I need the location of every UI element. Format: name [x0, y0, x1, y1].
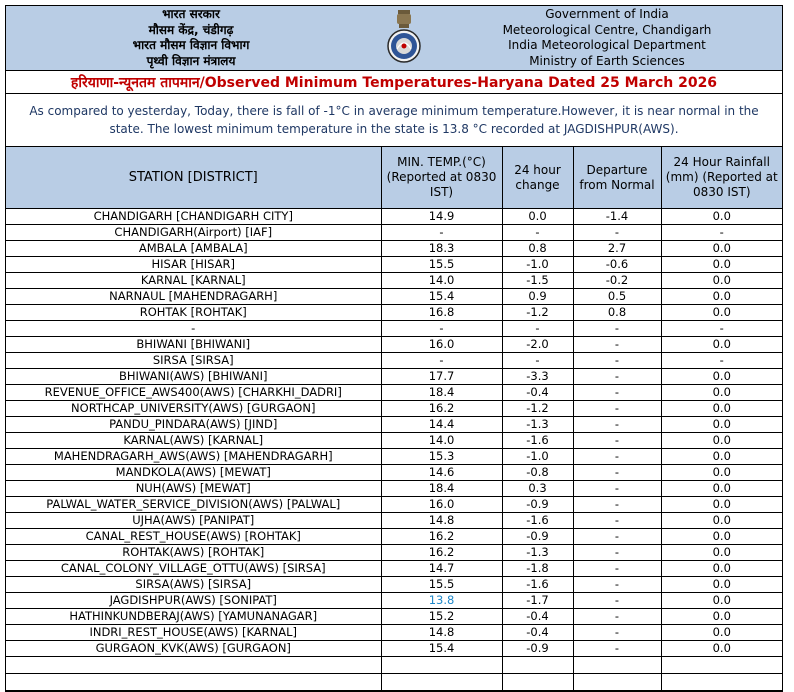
- table-row: [6, 625, 782, 641]
- col-header-station: STATION [DISTRICT]: [6, 147, 381, 209]
- cell-station: MANDKOLA(AWS) [MEWAT]: [6, 465, 381, 481]
- cell-rainfall: 0.0: [661, 257, 782, 273]
- cell-departure: -: [573, 529, 661, 545]
- cell-rainfall: 0.0: [661, 385, 782, 401]
- empty-cell: [661, 657, 782, 674]
- cell-24h-change: 0.0: [502, 209, 573, 225]
- col-header-min-temp: MIN. TEMP.(°C) (Reported at 0830 IST): [381, 147, 502, 209]
- cell-min-temp: 14.8: [381, 513, 502, 529]
- cell-station: INDRI_REST_HOUSE(AWS) [KARNAL]: [6, 625, 381, 641]
- imd-emblem-icon: [384, 9, 424, 67]
- cell-24h-change: -0.4: [502, 625, 573, 641]
- cell-station: CHANDIGARH [CHANDIGARH CITY]: [6, 209, 381, 225]
- empty-cell: [573, 674, 661, 691]
- cell-min-temp: 16.8: [381, 305, 502, 321]
- cell-24h-change: -2.0: [502, 337, 573, 353]
- cell-departure: -: [573, 497, 661, 513]
- cell-rainfall: 0.0: [661, 289, 782, 305]
- cell-departure: -: [573, 369, 661, 385]
- cell-rainfall: 0.0: [661, 529, 782, 545]
- temperature-table: [6, 147, 782, 691]
- cell-departure: -: [573, 577, 661, 593]
- empty-row: [6, 674, 782, 691]
- cell-station: BHIWANI(AWS) [BHIWANI]: [6, 369, 381, 385]
- cell-min-temp: 15.3: [381, 449, 502, 465]
- cell-rainfall: 0.0: [661, 337, 782, 353]
- table-row: [6, 385, 782, 401]
- page-title: हरियाणा-न्यूनतम तापमान/Observed Minimum Temperatures-Haryana Dated 25 March 2026: [70, 74, 718, 91]
- cell-24h-change: -0.4: [502, 609, 573, 625]
- cell-departure: -: [573, 481, 661, 497]
- table-row: [6, 257, 782, 273]
- table-row: [6, 273, 782, 289]
- cell-min-temp: 14.9: [381, 209, 502, 225]
- cell-min-temp: 15.2: [381, 609, 502, 625]
- cell-min-temp: 18.3: [381, 241, 502, 257]
- hindi-header-line: पृथ्वी विज्ञान मंत्रालय: [146, 53, 236, 68]
- cell-station: CHANDIGARH(Airport) [IAF]: [6, 225, 381, 241]
- cell-departure: -: [573, 625, 661, 641]
- table-row: [6, 321, 782, 337]
- cell-departure: -: [573, 337, 661, 353]
- cell-station: JAGDISHPUR(AWS) [SONIPAT]: [6, 593, 381, 609]
- col-header-departure: Departure from Normal: [573, 147, 661, 209]
- cell-station: CANAL_REST_HOUSE(AWS) [ROHTAK]: [6, 529, 381, 545]
- table-row: [6, 209, 782, 225]
- cell-departure: -: [573, 609, 661, 625]
- cell-24h-change: -1.2: [502, 401, 573, 417]
- cell-rainfall: 0.0: [661, 369, 782, 385]
- cell-station: KARNAL(AWS) [KARNAL]: [6, 433, 381, 449]
- cell-departure: -1.4: [573, 209, 661, 225]
- cell-rainfall: 0.0: [661, 449, 782, 465]
- cell-station: NORTHCAP_UNIVERSITY(AWS) [GURGAON]: [6, 401, 381, 417]
- cell-rainfall: 0.0: [661, 641, 782, 657]
- cell-24h-change: -1.0: [502, 449, 573, 465]
- cell-min-temp: 14.0: [381, 273, 502, 289]
- cell-min-temp: 15.4: [381, 289, 502, 305]
- table-header-row: [6, 147, 782, 209]
- cell-rainfall: 0.0: [661, 465, 782, 481]
- cell-departure: -: [573, 417, 661, 433]
- empty-cell: [6, 657, 381, 674]
- table-row: [6, 353, 782, 369]
- cell-min-temp: 13.8: [381, 593, 502, 609]
- summary-box: [6, 94, 782, 147]
- cell-station: GURGAON_KVK(AWS) [GURGAON]: [6, 641, 381, 657]
- cell-station: MAHENDRAGARH_AWS(AWS) [MAHENDRAGARH]: [6, 449, 381, 465]
- cell-rainfall: 0.0: [661, 401, 782, 417]
- table-row: [6, 593, 782, 609]
- hindi-header-line: भारत मौसम विज्ञान विभाग: [132, 38, 250, 52]
- table-row: [6, 561, 782, 577]
- cell-min-temp: 14.8: [381, 625, 502, 641]
- cell-rainfall: 0.0: [661, 305, 782, 321]
- cell-24h-change: -1.2: [502, 305, 573, 321]
- cell-departure: -: [573, 321, 661, 337]
- cell-min-temp: 16.2: [381, 529, 502, 545]
- cell-departure: -: [573, 401, 661, 417]
- cell-departure: -: [573, 465, 661, 481]
- table-row: [6, 465, 782, 481]
- cell-departure: -: [573, 385, 661, 401]
- cell-min-temp: 16.2: [381, 545, 502, 561]
- english-header-block: [432, 6, 782, 70]
- cell-station: PALWAL_WATER_SERVICE_DIVISION(AWS) [PALWAL]: [6, 497, 381, 513]
- cell-min-temp: 17.7: [381, 369, 502, 385]
- report-sheet: [5, 5, 783, 692]
- table-row: [6, 609, 782, 625]
- cell-station: HISAR [HISAR]: [6, 257, 381, 273]
- table-row: [6, 401, 782, 417]
- cell-24h-change: -1.0: [502, 257, 573, 273]
- cell-departure: -: [573, 593, 661, 609]
- cell-rainfall: 0.0: [661, 561, 782, 577]
- cell-departure: -: [573, 641, 661, 657]
- empty-cell: [661, 674, 782, 691]
- cell-station: CANAL_COLONY_VILLAGE_OTTU(AWS) [SIRSA]: [6, 561, 381, 577]
- table-row: [6, 497, 782, 513]
- cell-24h-change: -1.8: [502, 561, 573, 577]
- cell-station: PANDU_PINDARA(AWS) [JIND]: [6, 417, 381, 433]
- cell-rainfall: 0.0: [661, 241, 782, 257]
- cell-rainfall: 0.0: [661, 545, 782, 561]
- cell-min-temp: 18.4: [381, 385, 502, 401]
- cell-min-temp: 15.5: [381, 257, 502, 273]
- english-header-line: Government of India: [545, 7, 669, 21]
- cell-departure: -: [573, 545, 661, 561]
- empty-row: [6, 657, 782, 674]
- cell-min-temp: 15.5: [381, 577, 502, 593]
- table-row: [6, 305, 782, 321]
- cell-24h-change: -: [502, 225, 573, 241]
- table-row: [6, 513, 782, 529]
- table-row: [6, 641, 782, 657]
- cell-departure: 0.8: [573, 305, 661, 321]
- table-row: [6, 369, 782, 385]
- empty-cell: [381, 674, 502, 691]
- cell-rainfall: -: [661, 225, 782, 241]
- cell-24h-change: -3.3: [502, 369, 573, 385]
- cell-station: -: [6, 321, 381, 337]
- table-row: [6, 241, 782, 257]
- cell-departure: -: [573, 353, 661, 369]
- cell-rainfall: 0.0: [661, 497, 782, 513]
- table-row: [6, 481, 782, 497]
- title-bar: [6, 71, 782, 94]
- summary-text: As compared to yesterday, Today, there is fall of -1°C in average minimum temperature.However, it is near normal in the state. The lowest minimum temperature in the state is 13.8 °C recorded at JAGDISHPUR(AWS).: [29, 104, 759, 136]
- cell-min-temp: 16.2: [381, 401, 502, 417]
- cell-rainfall: 0.0: [661, 433, 782, 449]
- cell-rainfall: 0.0: [661, 625, 782, 641]
- table-row: [6, 417, 782, 433]
- cell-24h-change: -0.9: [502, 641, 573, 657]
- cell-24h-change: -1.6: [502, 513, 573, 529]
- empty-cell: [573, 657, 661, 674]
- col-header-rainfall: 24 Hour Rainfall (mm) (Reported at 0830 IST): [661, 147, 782, 209]
- cell-24h-change: -: [502, 321, 573, 337]
- cell-station: NARNAUL [MAHENDRAGARH]: [6, 289, 381, 305]
- cell-rainfall: 0.0: [661, 273, 782, 289]
- cell-station: AMBALA [AMBALA]: [6, 241, 381, 257]
- cell-24h-change: -1.6: [502, 433, 573, 449]
- cell-24h-change: 0.3: [502, 481, 573, 497]
- cell-rainfall: -: [661, 321, 782, 337]
- cell-rainfall: 0.0: [661, 577, 782, 593]
- cell-24h-change: -1.3: [502, 417, 573, 433]
- cell-min-temp: 14.7: [381, 561, 502, 577]
- cell-24h-change: -0.9: [502, 497, 573, 513]
- cell-departure: -: [573, 433, 661, 449]
- cell-station: SIRSA [SIRSA]: [6, 353, 381, 369]
- cell-min-temp: 14.0: [381, 433, 502, 449]
- table-row: [6, 577, 782, 593]
- cell-station: SIRSA(AWS) [SIRSA]: [6, 577, 381, 593]
- table-row: [6, 545, 782, 561]
- cell-min-temp: 14.6: [381, 465, 502, 481]
- empty-cell: [502, 657, 573, 674]
- cell-departure: 2.7: [573, 241, 661, 257]
- hindi-header-block: [6, 6, 376, 70]
- table-row: [6, 529, 782, 545]
- cell-24h-change: -: [502, 353, 573, 369]
- cell-station: REVENUE_OFFICE_AWS400(AWS) [CHARKHI_DADRI]: [6, 385, 381, 401]
- cell-min-temp: -: [381, 353, 502, 369]
- cell-24h-change: -0.9: [502, 529, 573, 545]
- cell-24h-change: -1.5: [502, 273, 573, 289]
- hindi-header-line: भारत सरकार: [162, 7, 220, 21]
- cell-rainfall: -: [661, 353, 782, 369]
- report-header: [6, 6, 782, 71]
- english-header-line: Ministry of Earth Sciences: [529, 53, 685, 68]
- cell-min-temp: 15.4: [381, 641, 502, 657]
- english-header-line: India Meteorological Department: [508, 38, 706, 52]
- cell-min-temp: 18.4: [381, 481, 502, 497]
- cell-station: HATHINKUNDBERAJ(AWS) [YAMUNANAGAR]: [6, 609, 381, 625]
- cell-station: ROHTAK(AWS) [ROHTAK]: [6, 545, 381, 561]
- cell-min-temp: 14.4: [381, 417, 502, 433]
- cell-rainfall: 0.0: [661, 593, 782, 609]
- hindi-header-line: मौसम केंद्र, चंडीगढ़: [148, 22, 234, 37]
- cell-24h-change: -1.3: [502, 545, 573, 561]
- cell-departure: -: [573, 225, 661, 241]
- table-row: [6, 337, 782, 353]
- table-row: [6, 289, 782, 305]
- cell-24h-change: -0.8: [502, 465, 573, 481]
- cell-24h-change: 0.8: [502, 241, 573, 257]
- cell-rainfall: 0.0: [661, 513, 782, 529]
- english-header-line: Meteorological Centre, Chandigarh: [502, 22, 712, 37]
- cell-min-temp: -: [381, 321, 502, 337]
- table-body: [6, 209, 782, 691]
- cell-departure: 0.5: [573, 289, 661, 305]
- empty-cell: [6, 674, 381, 691]
- cell-min-temp: 16.0: [381, 497, 502, 513]
- empty-cell: [381, 657, 502, 674]
- empty-cell: [502, 674, 573, 691]
- cell-departure: -: [573, 561, 661, 577]
- cell-24h-change: 0.9: [502, 289, 573, 305]
- cell-station: ROHTAK [ROHTAK]: [6, 305, 381, 321]
- cell-min-temp: -: [381, 225, 502, 241]
- cell-station: UJHA(AWS) [PANIPAT]: [6, 513, 381, 529]
- cell-departure: -: [573, 449, 661, 465]
- cell-min-temp: 16.0: [381, 337, 502, 353]
- cell-departure: -0.6: [573, 257, 661, 273]
- cell-station: KARNAL [KARNAL]: [6, 273, 381, 289]
- cell-rainfall: 0.0: [661, 209, 782, 225]
- cell-station: NUH(AWS) [MEWAT]: [6, 481, 381, 497]
- cell-24h-change: -0.4: [502, 385, 573, 401]
- table-row: [6, 449, 782, 465]
- cell-24h-change: -1.6: [502, 577, 573, 593]
- cell-departure: -: [573, 513, 661, 529]
- cell-station: BHIWANI [BHIWANI]: [6, 337, 381, 353]
- cell-rainfall: 0.0: [661, 609, 782, 625]
- table-row: [6, 225, 782, 241]
- cell-rainfall: 0.0: [661, 481, 782, 497]
- cell-departure: -0.2: [573, 273, 661, 289]
- cell-24h-change: -1.7: [502, 593, 573, 609]
- cell-rainfall: 0.0: [661, 417, 782, 433]
- table-row: [6, 433, 782, 449]
- col-header-24h-change: 24 hour change: [502, 147, 573, 209]
